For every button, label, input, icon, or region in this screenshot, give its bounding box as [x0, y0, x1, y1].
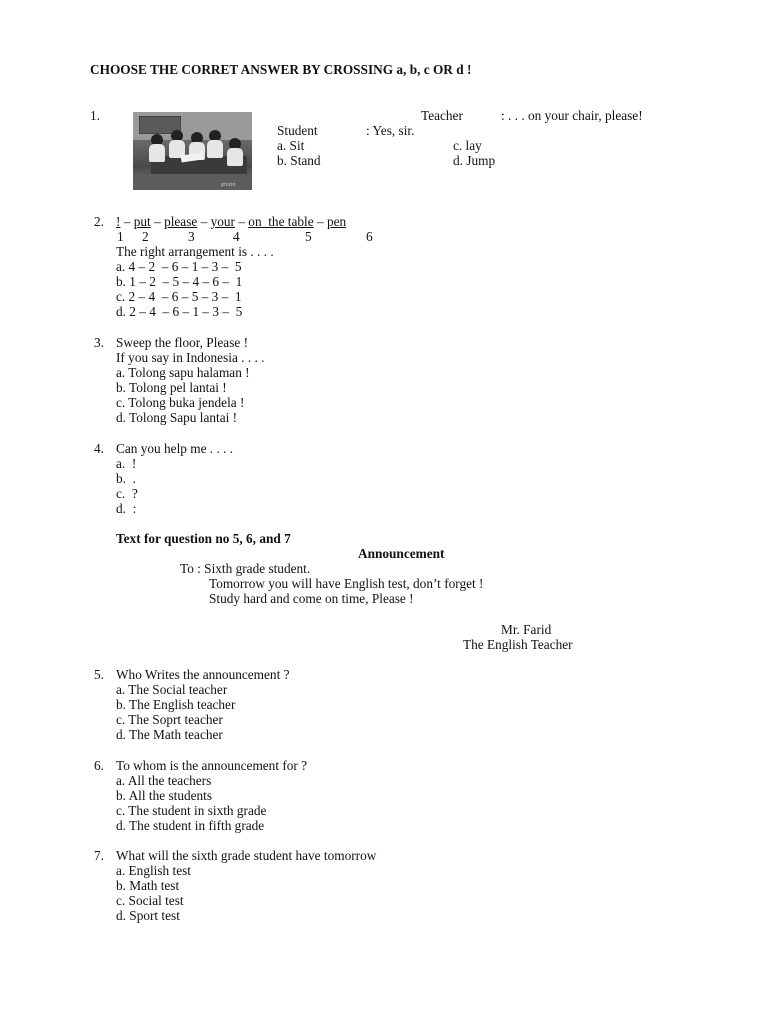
q2-option-d: d. 2 – 4 – 6 – 1 – 3 – 5: [116, 304, 243, 319]
announcement-line2: Tomorrow you will have English test, don’t forget !: [209, 576, 484, 591]
announcement-title: Announcement: [358, 546, 445, 561]
q6-option-d: d. The student in fifth grade: [116, 818, 265, 833]
q1-option-b: b. Stand: [277, 153, 321, 168]
q1-option-d: d. Jump: [453, 153, 496, 168]
q7-option-b: b. Math test: [116, 878, 180, 893]
q3-option-d: d. Tolong Sapu lantai !: [116, 410, 238, 425]
q3-option-c: c. Tolong buka jendela !: [116, 395, 245, 410]
q4-number: 4.: [94, 441, 104, 456]
q1-student-label: Student: [277, 123, 318, 138]
q2-word-5: on the table: [248, 214, 314, 229]
q2-word-2: put: [133, 214, 151, 229]
text-heading: Text for question no 5, 6, and 7: [116, 531, 291, 546]
q6-option-a: a. All the teachers: [116, 773, 212, 788]
q5-option-c: c. The Soprt teacher: [116, 712, 223, 727]
q2-sep: –: [123, 214, 131, 229]
q2-word-1: !: [116, 214, 121, 229]
q2-prompt: The right arrangement is . . . .: [116, 244, 274, 259]
q7-option-d: d. Sport test: [116, 908, 180, 923]
q3-line2: If you say in Indonesia . . . .: [116, 350, 265, 365]
q6-line1: To whom is the announcement for ?: [116, 758, 308, 773]
q2-option-c: c. 2 – 4 – 6 – 5 – 3 – 1: [116, 289, 242, 304]
worksheet-title: CHOOSE THE CORRET ANSWER BY CROSSING a, b, c OR d !: [90, 62, 472, 77]
signer-title: The English Teacher: [463, 637, 573, 652]
q2-word-6: pen: [326, 214, 347, 229]
q4-line1: Can you help me . . . .: [116, 441, 234, 456]
q2-option-b: b. 1 – 2 – 5 – 4 – 6 – 1: [116, 274, 243, 289]
q3-option-a: a. Tolong sapu halaman !: [116, 365, 250, 380]
q5-option-d: d. The Math teacher: [116, 727, 223, 742]
q4-option-d: d. :: [116, 501, 137, 516]
q2-sep: –: [154, 214, 161, 229]
q7-number: 7.: [94, 848, 104, 863]
q6-number: 6.: [94, 758, 104, 773]
q1-student-line: : Yes, sir.: [366, 123, 415, 138]
q2-number: 2.: [94, 214, 104, 229]
q7-line1: What will the sixth grade student have tomorrow: [116, 848, 377, 863]
q7-option-a: a. English test: [116, 863, 191, 878]
q5-option-a: a. The Social teacher: [116, 682, 228, 697]
q2-sep: –: [316, 214, 324, 229]
q4-option-a: a. !: [116, 456, 137, 471]
q2-index-1: 1: [117, 229, 124, 244]
q2-option-a: a. 4 – 2 – 6 – 1 – 3 – 5: [116, 259, 242, 274]
q7-option-c: c. Social test: [116, 893, 184, 908]
q2-index-2: 2: [142, 229, 149, 244]
classroom-photo: photo: [133, 112, 252, 190]
q1-number: 1.: [90, 108, 100, 123]
q3-line1: Sweep the floor, Please !: [116, 335, 249, 350]
q4-option-b: b. .: [116, 471, 136, 486]
announcement-line3: Study hard and come on time, Please !: [209, 591, 414, 606]
q2-scramble: [116, 214, 346, 229]
q3-option-b: b. Tolong pel lantai !: [116, 380, 227, 395]
q2-sep: –: [238, 214, 245, 229]
q2-index-5: 5: [305, 229, 312, 244]
q6-option-c: c. The student in sixth grade: [116, 803, 267, 818]
q5-number: 5.: [94, 667, 104, 682]
q5-line1: Who Writes the announcement ?: [116, 667, 290, 682]
q3-number: 3.: [94, 335, 104, 350]
q2-index-3: 3: [188, 229, 195, 244]
q2-index-6: 6: [366, 229, 373, 244]
q1-option-a: a. Sit: [277, 138, 305, 153]
q5-option-b: b. The English teacher: [116, 697, 236, 712]
q2-index-4: 4: [233, 229, 240, 244]
q6-option-b: b. All the students: [116, 788, 213, 803]
q4-option-c: c. ?: [116, 486, 138, 501]
q1-teacher-label: Teacher: [421, 108, 463, 123]
q2-sep: –: [200, 214, 208, 229]
q2-word-4: your: [210, 214, 235, 229]
q1-option-c: c. lay: [453, 138, 482, 153]
signer-name: Mr. Farid: [501, 622, 552, 637]
q2-word-3: please: [164, 214, 198, 229]
announcement-to: To : Sixth grade student.: [180, 561, 311, 576]
q1-teacher-line: : . . . on your chair, please!: [501, 108, 643, 123]
